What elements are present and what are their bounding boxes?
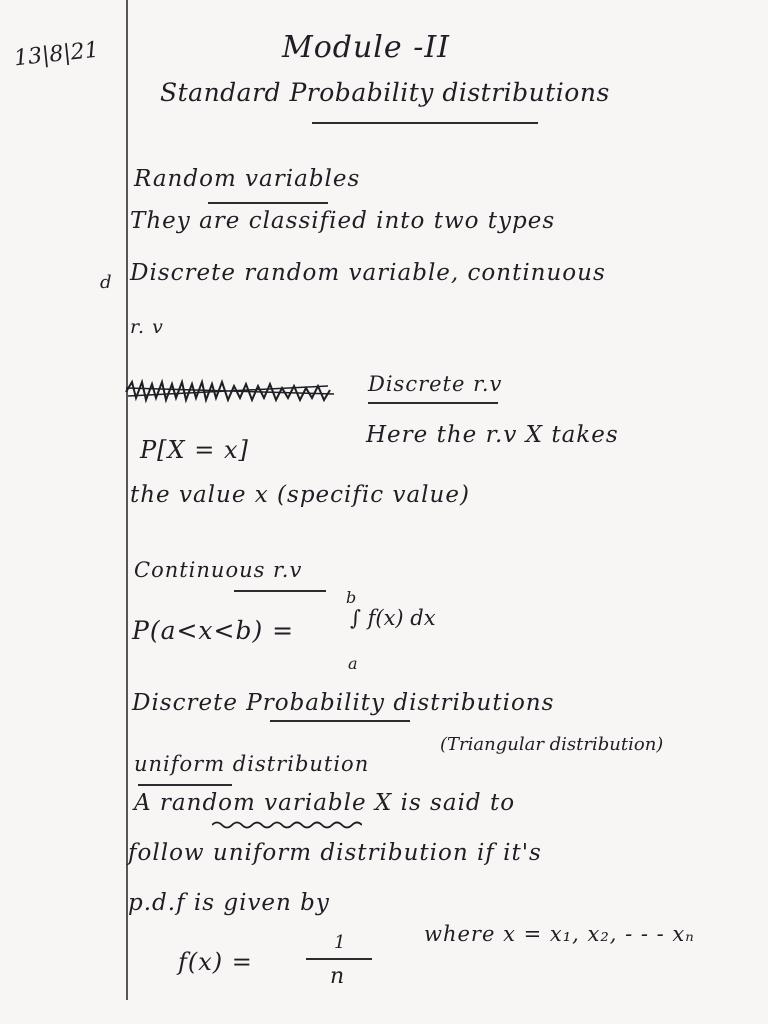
integral-lower-limit: a [348,654,358,673]
note-triangular: (Triangular distribution) [440,734,664,755]
line-a-random-variable: A random variable X is said to [134,790,516,816]
line-rv: r. v [130,316,164,338]
uniform-underline [138,784,232,786]
fraction-denominator: n [330,964,345,989]
heading-discrete-rv: Discrete r.v [368,372,503,396]
line-types: Discrete random variable, continuous [130,260,606,286]
probability-underline [270,720,410,722]
fraction-bar [306,958,372,960]
page-title: Module -II [282,30,451,65]
line-here: Here the r.v X takes [366,422,619,448]
integral-upper-limit: b [346,588,357,607]
integral-expression: ∫ f(x) dx [350,606,436,630]
random-variables-underline [208,202,328,204]
page-subtitle: Standard Probability distributions [160,78,610,107]
heading-discrete-probability-distributions: Discrete Probability distributions [132,690,555,716]
heading-continuous-rv: Continuous r.v [134,558,303,582]
subtitle-underline [312,122,538,124]
date: 13|8|21 [12,37,100,72]
wavy-underline [212,820,362,830]
line-classified: They are classified into two types [130,208,556,234]
formula-p-a-b: P(a<x<b) = [132,616,295,645]
heading-uniform-distribution: uniform distribution [134,752,370,776]
formula-f-x: f(x) = [178,948,253,976]
continuous-rv-underline [234,590,326,592]
heading-random-variables: Random variables [134,166,361,192]
line-pdf-given: p.d.f is given by [128,890,330,916]
line-where: where x = x₁, x₂, - - - xₙ [424,922,695,946]
discrete-rv-underline [368,402,498,404]
line-the-value: the value x (specific value) [130,482,470,508]
margin-mark: d [100,272,112,293]
line-follow-uniform: follow uniform distribution if it's [128,840,542,866]
scribble-strikeout [124,378,344,404]
fraction-numerator: 1 [334,932,346,953]
formula-p-x: P[X = x] [140,436,249,464]
